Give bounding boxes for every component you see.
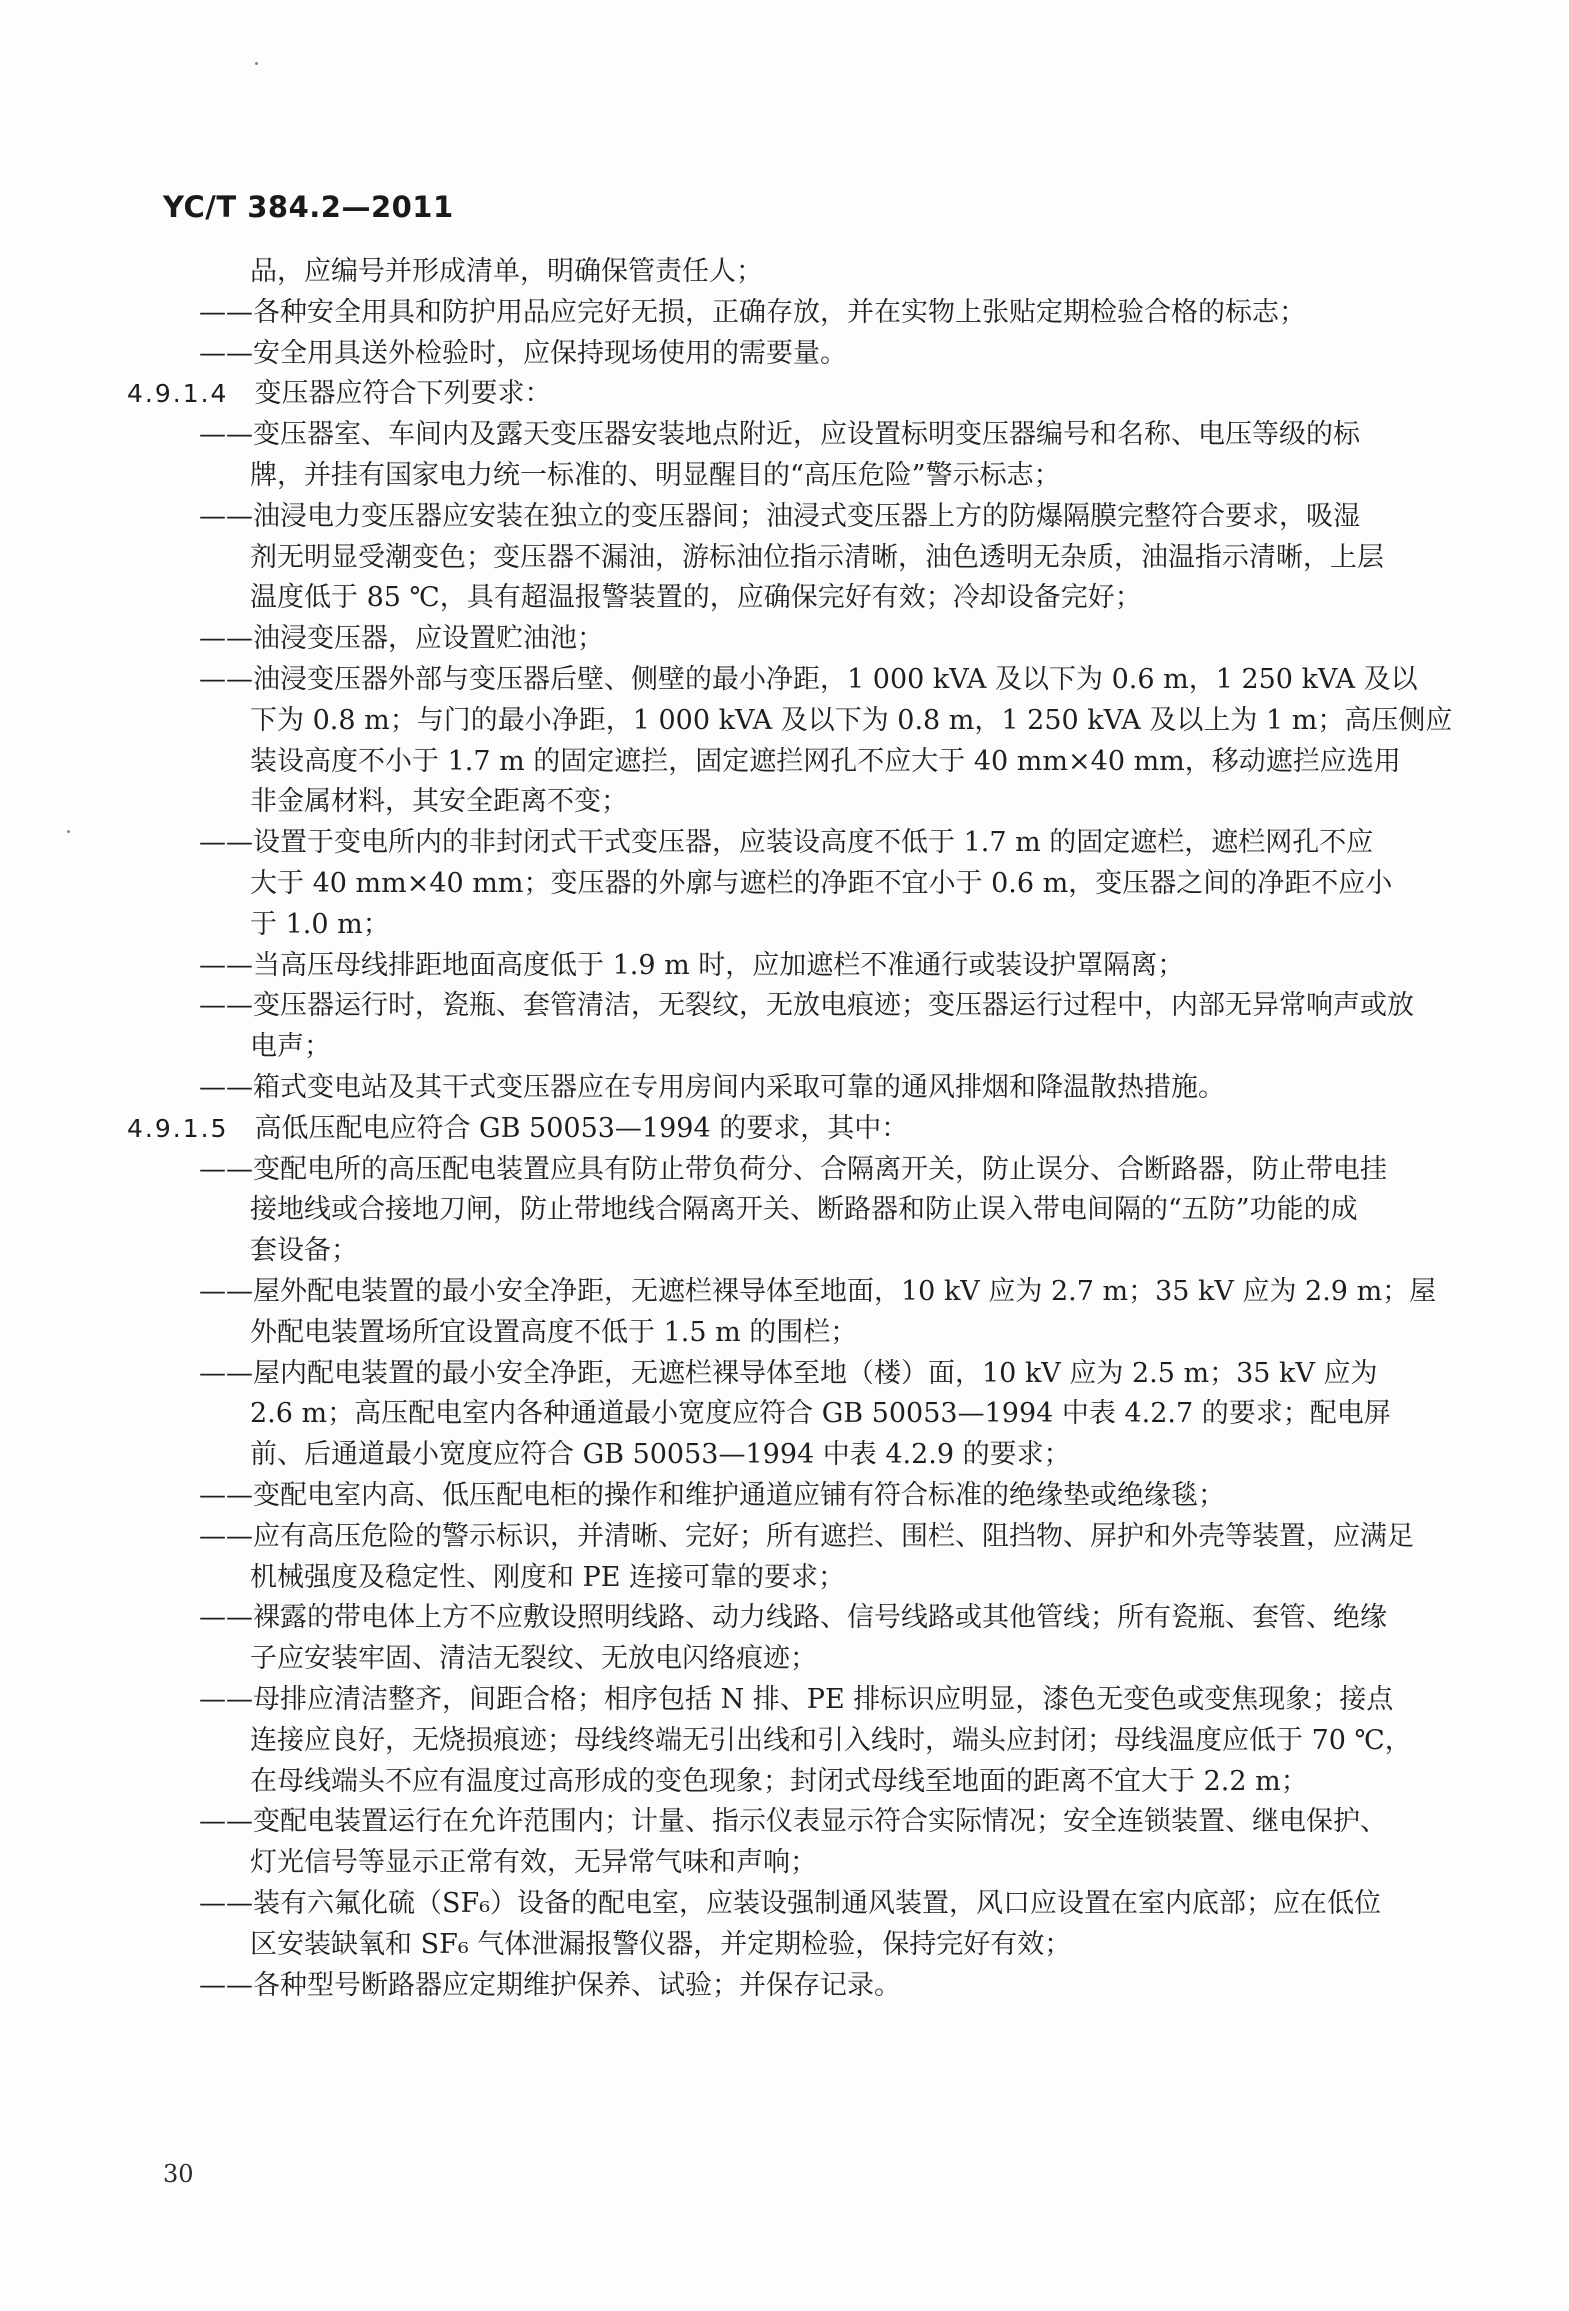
text-line bbox=[250, 905, 390, 945]
text-line bbox=[250, 1435, 1071, 1475]
text-line bbox=[250, 1639, 817, 1679]
line-text: 品，应编号并形成清单，明确保管责任人； bbox=[250, 256, 763, 287]
line-text: ——变压器室、车间内及露天变压器安装地点附近，应设置标明变压器编号和名称、电压等级的标 bbox=[199, 419, 1360, 451]
line-text: 2.6 m；高压配电室内各种通道最小宽度应符合 GB 50053—1994 中表 4.2.7 的要求；配电屏 bbox=[250, 1398, 1391, 1430]
text-line bbox=[199, 1966, 901, 2006]
scan-speck bbox=[255, 62, 258, 65]
line-text: 灯光信号等显示正常有效，无异常气味和声响； bbox=[250, 1847, 817, 1879]
text-line bbox=[250, 1027, 331, 1067]
text-line bbox=[250, 1843, 817, 1883]
line-text: 机械强度及稳定性、刚度和 PE 连接可靠的要求； bbox=[250, 1561, 846, 1593]
text-line bbox=[250, 578, 1142, 618]
text-line bbox=[250, 701, 1452, 741]
line-text: ——安全用具送外检验时，应保持现场使用的需要量。 bbox=[199, 337, 847, 369]
text-line bbox=[199, 619, 604, 659]
line-text: ——装有六氟化硫（SF₆）设备的配电室，应装设强制通风装置，风口应设置在室内底部；应在低位 bbox=[199, 1888, 1382, 1919]
line-text: 接地线或合接地刀闸，防止带地线合隔离开关、断路器和防止误入带电间隔的“五防”功能的成 bbox=[250, 1194, 1358, 1226]
text-line bbox=[250, 1762, 1308, 1802]
text-line bbox=[199, 293, 1306, 333]
line-text: 装设高度不小于 1.7 m 的固定遮拦，固定遮拦网孔不应大于 40 mm×40 mm，移动遮拦应选用 bbox=[250, 745, 1401, 777]
scan-speck bbox=[67, 830, 70, 833]
line-text: ——变配电所的高压配电装置应具有防止带负荷分、合隔离开关，防止误分、合断路器，防止带电挂 bbox=[199, 1153, 1387, 1185]
text-line bbox=[199, 1476, 1225, 1516]
text-line bbox=[199, 1884, 1381, 1924]
line-text: 于 1.0 m； bbox=[250, 908, 390, 940]
text-line bbox=[199, 1354, 1377, 1394]
text-line bbox=[199, 1517, 1414, 1557]
line-text: 区安装缺氧和 SF₆ 气体泄漏报警仪器，并定期检验，保持完好有效； bbox=[250, 1928, 1072, 1960]
page-number: 30 bbox=[163, 2160, 194, 2188]
text-line bbox=[199, 1150, 1387, 1190]
text-line bbox=[199, 1680, 1393, 1720]
line-text: ——变配电装置运行在允许范围内；计量、指示仪表显示符合实际情况；安全连锁装置、继电保护、 bbox=[199, 1806, 1387, 1838]
line-text: ——母排应清洁整齐，间距合格；相序包括 N 排、PE 排标识应明显，漆色无变色或变焦现象；接点 bbox=[199, 1684, 1394, 1715]
line-text: ——变压器运行时，瓷瓶、套管清洁，无裂纹，无放电痕迹；变压器运行过程中，内部无异常响声或放 bbox=[199, 990, 1414, 1022]
line-text: ——箱式变电站及其干式变压器应在专用房间内采取可靠的通风排烟和降温散热措施。 bbox=[199, 1072, 1225, 1103]
standard-code-header: YC/T 384.2—2011 bbox=[163, 190, 454, 224]
text-line bbox=[250, 456, 1061, 496]
line-text: ——各种型号断路器应定期维护保养、试验；并保存记录。 bbox=[199, 1969, 901, 2001]
text-line bbox=[250, 742, 1401, 782]
text-line bbox=[250, 864, 1392, 904]
line-text: ——应有高压危险的警示标识，并清晰、完好；所有遮拦、围栏、阻挡物、屏护和外壳等装置，应满足 bbox=[199, 1520, 1414, 1552]
text-line bbox=[199, 334, 847, 374]
line-text: 非金属材料，其安全距离不变； bbox=[250, 786, 628, 818]
line-text: ——当高压母线排距地面高度低于 1.9 m 时，应加遮栏不准通行或装设护罩隔离； bbox=[199, 949, 1185, 981]
text-line bbox=[250, 782, 628, 822]
text-line bbox=[250, 1394, 1391, 1434]
line-text: 前、后通道最小宽度应符合 GB 50053—1994 中表 4.2.9 的要求； bbox=[250, 1439, 1071, 1471]
text-line bbox=[199, 660, 1418, 700]
text-line bbox=[199, 986, 1414, 1026]
text-line bbox=[250, 1558, 845, 1598]
text-line bbox=[199, 1272, 1436, 1312]
line-text: 外配电装置场所宜设置高度不低于 1.5 m 的围栏； bbox=[250, 1316, 858, 1348]
text-line bbox=[250, 1313, 857, 1353]
text-line bbox=[199, 946, 1184, 986]
text-line bbox=[199, 823, 1373, 863]
line-text: ——变配电室内高、低压配电柜的操作和维护通道应铺有符合标准的绝缘垫或绝缘毯； bbox=[199, 1480, 1225, 1511]
line-text: ——裸露的带电体上方不应敷设照明线路、动力线路、信号线路或其他管线；所有瓷瓶、套管、绝缘 bbox=[199, 1602, 1387, 1634]
clause-heading-line bbox=[127, 374, 551, 414]
clause-heading-line bbox=[127, 1109, 908, 1149]
line-text: ——设置于变电所内的非封闭式干式变压器，应装设高度不低于 1.7 m 的固定遮栏，遮栏网孔不应 bbox=[199, 827, 1374, 859]
line-text: ——油浸变压器外部与变压器后壁、侧壁的最小净距，1 000 kVA 及以下为 0.6 m，1 250 kVA 及以 bbox=[199, 664, 1418, 695]
line-text: 子应安装牢固、清洁无裂纹、无放电闪络痕迹； bbox=[250, 1643, 817, 1675]
line-text: 下为 0.8 m；与门的最小净距，1 000 kVA 及以下为 0.8 m，1 250 kVA 及以上为 1 m；高压侧应 bbox=[250, 704, 1453, 736]
clause-number: 4.9.1.5 bbox=[127, 1113, 229, 1143]
text-line bbox=[250, 1190, 1358, 1230]
line-text: ——屋内配电装置的最小安全净距，无遮栏裸导体至地（楼）面，10 kV 应为 2.5 m；35 kV 应为 bbox=[199, 1357, 1378, 1389]
clause-number: 4.9.1.4 bbox=[127, 379, 229, 409]
text-line bbox=[250, 1231, 358, 1271]
text-line bbox=[199, 1598, 1387, 1638]
text-line bbox=[199, 1068, 1225, 1108]
text-line bbox=[199, 1802, 1387, 1842]
text-line bbox=[199, 497, 1360, 537]
text-line bbox=[250, 1925, 1071, 1965]
text-line bbox=[250, 252, 763, 292]
line-text: 套设备； bbox=[250, 1235, 358, 1267]
line-text: ——屋外配电装置的最小安全净距，无遮栏裸导体至地面，10 kV 应为 2.7 m；35 kV 应为 2.9 m；屋 bbox=[199, 1276, 1437, 1307]
line-text: 大于 40 mm×40 mm；变压器的外廓与遮栏的净距不宜小于 0.6 m，变压器之间的净距不应小 bbox=[250, 868, 1393, 899]
line-text: ——油浸电力变压器应安装在独立的变压器间；油浸式变压器上方的防爆隔膜完整符合要求，吸湿 bbox=[199, 500, 1360, 532]
line-text: 变压器应符合下列要求： bbox=[254, 378, 552, 410]
text-line bbox=[199, 415, 1360, 455]
line-text: ——各种安全用具和防护用品应完好无损，正确存放，并在实物上张贴定期检验合格的标志； bbox=[199, 296, 1306, 328]
line-text: 牌，并挂有国家电力统一标准的、明显醒目的“高压危险”警示标志； bbox=[250, 460, 1061, 491]
text-line bbox=[250, 1721, 1412, 1761]
line-text: 在母线端头不应有温度过高形成的变色现象；封闭式母线至地面的距离不宜大于 2.2 m； bbox=[250, 1765, 1308, 1797]
text-line bbox=[250, 538, 1384, 578]
line-text: 高低压配电应符合 GB 50053—1994 的要求，其中： bbox=[254, 1112, 909, 1144]
line-text: 连接应良好，无烧损痕迹；母线终端无引出线和引入线时，端头应封闭；母线温度应低于 70 ℃， bbox=[250, 1724, 1412, 1756]
line-text: 温度低于 85 ℃，具有超温报警装置的，应确保完好有效；冷却设备完好； bbox=[250, 582, 1142, 614]
line-text: 剂无明显受潮变色；变压器不漏油，游标油位指示清晰，油色透明无杂质，油温指示清晰，上层 bbox=[250, 541, 1384, 573]
line-text: 电声； bbox=[250, 1031, 331, 1063]
line-text: ——油浸变压器，应设置贮油池； bbox=[199, 623, 604, 655]
